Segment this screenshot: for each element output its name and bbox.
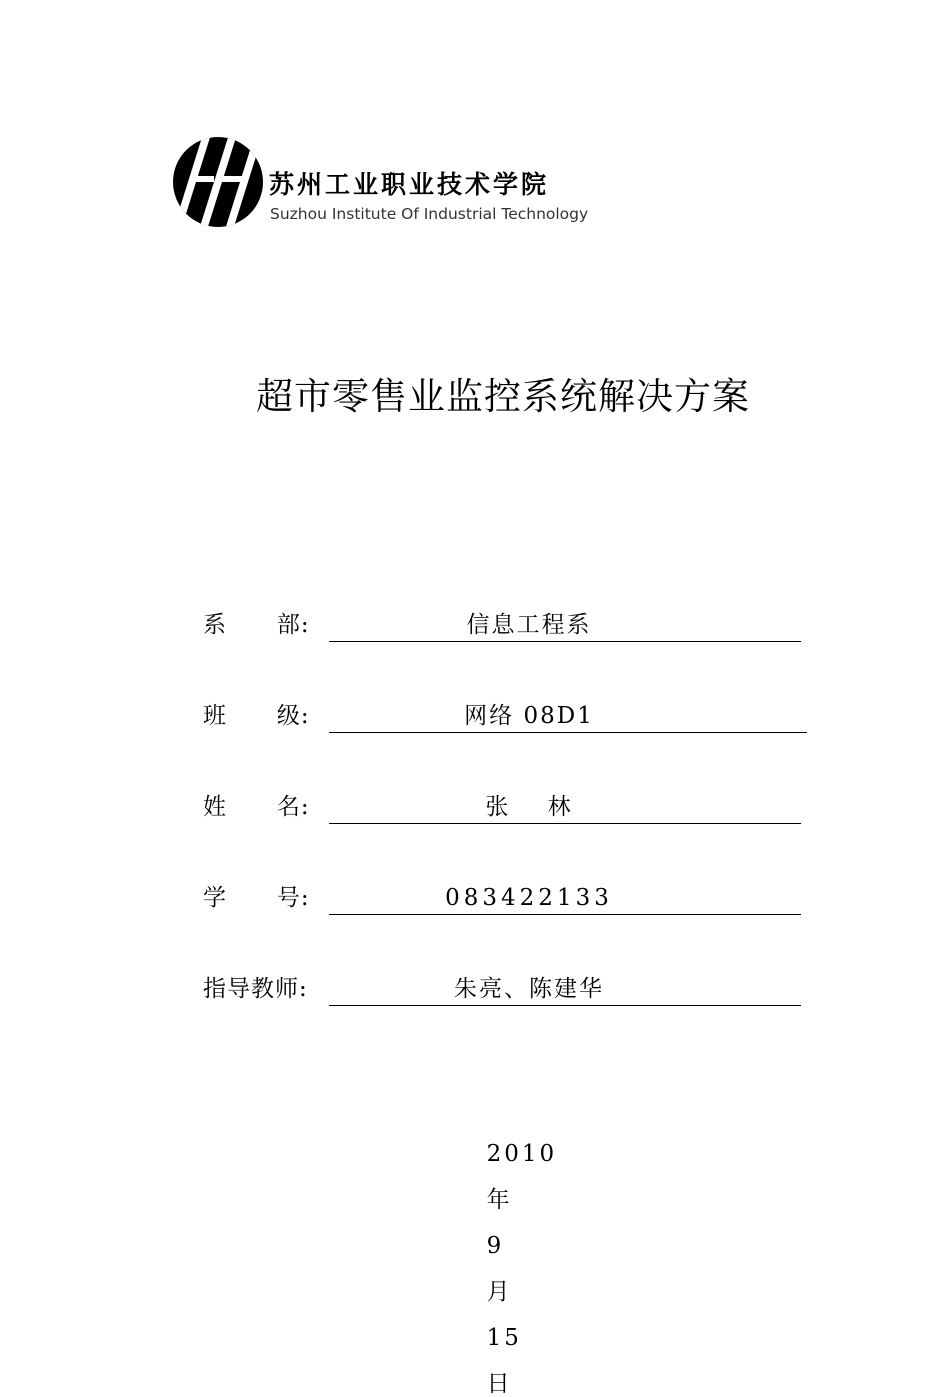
institute-name-cn: 苏州工业职业技术学院 — [269, 170, 550, 199]
student-id-underline — [329, 914, 801, 915]
date-year-unit: 年 — [486, 1187, 513, 1213]
institute-logo — [172, 136, 592, 228]
student-id-value: 083422133 — [445, 885, 613, 911]
class-value: 网络 08D1 — [464, 703, 594, 729]
submission-date — [466, 1120, 557, 1396]
date-year: 2010 — [486, 1141, 558, 1167]
advisor-underline — [329, 1005, 801, 1006]
name-label: 姓 名: — [203, 794, 310, 820]
date-month: 9 — [486, 1233, 505, 1259]
student-id-label: 学 号: — [203, 885, 310, 911]
institute-name-en: Suzhou Institute Of Industrial Technology — [270, 205, 589, 223]
name-value: 张 林 — [485, 794, 573, 820]
class-underline — [329, 732, 807, 733]
date-month-unit: 月 — [486, 1279, 513, 1305]
advisor-label: 指导教师: — [203, 976, 308, 1002]
department-value: 信息工程系 — [466, 612, 592, 638]
department-label: 系 部: — [203, 612, 310, 638]
date-day-unit: 日 — [486, 1371, 513, 1397]
class-label: 班 级: — [203, 703, 310, 729]
date-day: 15 — [486, 1325, 522, 1351]
advisor-value: 朱亮、陈建华 — [454, 976, 604, 1002]
document-title: 超市零售业监控系统解决方案 — [256, 375, 750, 418]
department-underline — [329, 641, 801, 642]
institute-emblem-icon — [172, 136, 264, 228]
name-underline — [329, 823, 801, 824]
